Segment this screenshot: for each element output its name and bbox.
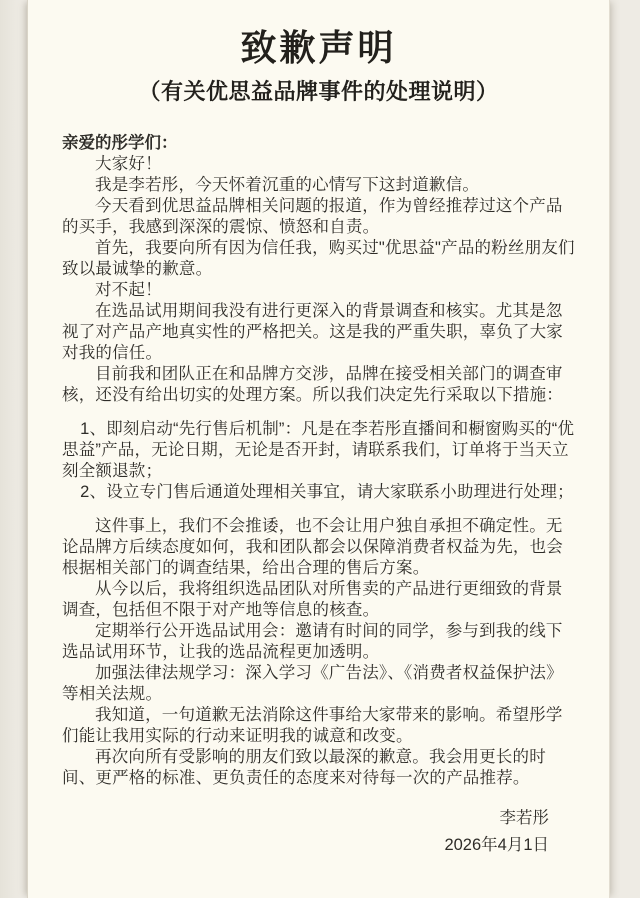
page-title: 致歉声明 bbox=[240, 28, 397, 68]
apology-letter-paper bbox=[27, 0, 610, 898]
paragraph-public-trials: 定期举行公开选品试用会：邀请有时间的同学，参与到我的线下选品试用环节，让我的选品流程更加透明。 bbox=[62, 621, 563, 661]
measure-item-refund: 1、即刻启动“先行售后机制”：凡是在李若彤直播间和橱窗购买的“优思益”产品，无论日期，无论是否开封，请联系我们，订单将于当天立刻全额退款； bbox=[62, 419, 575, 480]
paragraph-responsibility: 这件事上，我们不会推诿，也不会让用户独自承担不确定性。无论品牌方后续态度如何，我和团队都会以保障消费者权益为先，也会根据相关部门的调查结果，给出合理的售后方案。 bbox=[62, 516, 563, 577]
paragraph-sincerity: 我知道，一句道歉无法消除这件事给大家带来的影响。希望彤学们能让我用实际的行动来证明我的诚意和改变。 bbox=[62, 705, 563, 745]
paragraph-reaction: 今天看到优思益品牌相关问题的报道，作为曾经推荐过这个产品的买手，我感到深深的震惊、愤怒和自责。 bbox=[62, 196, 563, 236]
measures-list bbox=[62, 419, 575, 503]
signature-block bbox=[62, 805, 575, 859]
paragraph-final-apology: 再次向所有受影响的朋友们致以最深的歉意。我会用更长的时间、更严格的标准、更负责任的态度来对待每一次的产品推荐。 bbox=[62, 747, 546, 787]
paragraph-law-study: 加强法律法规学习：深入学习《广告法》、《消费者权益保护法》等相关法规。 bbox=[62, 663, 563, 703]
paragraph-background-checks: 从今以后，我将组织选品团队对所售卖的产品进行更细致的背景调查，包括但不限于对产地等信息的核查。 bbox=[62, 579, 563, 619]
paragraph-greeting: 大家好！ bbox=[95, 154, 162, 173]
paragraph-self-intro: 我是李若彤，今天怀着沉重的心情写下这封道歉信。 bbox=[95, 175, 480, 194]
page-subtitle: （有关优思益品牌事件的处理说明） bbox=[138, 79, 499, 105]
signature-date: 2026年4月1日 bbox=[444, 835, 549, 854]
paragraph-apology-to-fans: 首先，我要向所有因为信任我，购买过"优思益"产品的粉丝朋友们致以最诚挚的歉意。 bbox=[62, 238, 575, 278]
signature-name: 李若彤 bbox=[499, 808, 549, 827]
paragraph-current-status: 目前我和团队正在和品牌方交涉，品牌在接受相关部门的调查审核，还没有给出切实的处理方案。所以我们决定先行采取以下措施： bbox=[62, 364, 563, 404]
paragraph-fault-admission: 在选品试用期间我没有进行更深入的背景调查和核实。尤其是忽视了对产品产地真实性的严格把关。这是我的严重失职，辜负了大家对我的信任。 bbox=[62, 301, 563, 362]
salutation: 亲爱的彤学们： bbox=[62, 133, 178, 152]
paragraph-sorry: 对不起！ bbox=[95, 280, 162, 299]
measure-item-aftersales-channel: 2、设立专门售后通道处理相关事宜，请大家联系小助理进行处理； bbox=[80, 482, 574, 501]
